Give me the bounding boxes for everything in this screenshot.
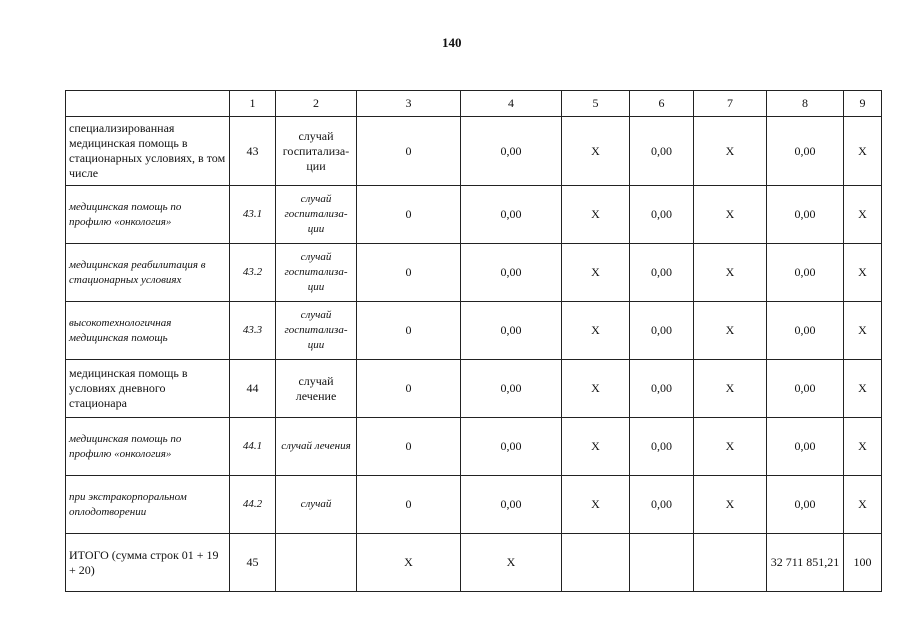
header-cell [66, 91, 230, 117]
row-name: при экстракорпоральном оплодотворении [66, 476, 230, 534]
cell-c8: 0,00 [767, 244, 844, 302]
header-cell: 1 [230, 91, 276, 117]
data-table [65, 90, 882, 592]
table-row [66, 360, 882, 418]
table-row [66, 476, 882, 534]
cell-c7: Х [694, 117, 767, 186]
cell-c5: Х [562, 302, 630, 360]
header-cell: 9 [844, 91, 882, 117]
table-row [66, 244, 882, 302]
row-code: 43.2 [230, 244, 276, 302]
cell-c7: Х [694, 186, 767, 244]
header-cell: 3 [357, 91, 461, 117]
cell-c4: 0,00 [461, 418, 562, 476]
cell-c6: 0,00 [630, 360, 694, 418]
page-number: 140 [442, 35, 462, 50]
cell-c9: Х [844, 476, 882, 534]
header-cell: 5 [562, 91, 630, 117]
row-unit: случай лечения [276, 418, 357, 476]
row-code: 44.1 [230, 418, 276, 476]
cell-c9: Х [844, 418, 882, 476]
cell-c4: 0,00 [461, 244, 562, 302]
cell-c9: Х [844, 360, 882, 418]
cell-c6: 0,00 [630, 186, 694, 244]
row-unit: случай госпитализа-ции [276, 302, 357, 360]
cell-c9: Х [844, 244, 882, 302]
cell-c3: Х [357, 534, 461, 592]
cell-c5: Х [562, 244, 630, 302]
cell-c8: 0,00 [767, 302, 844, 360]
cell-c5: Х [562, 476, 630, 534]
row-code: 43 [230, 117, 276, 186]
row-name: высокотехнологичная медицинская помощь [66, 302, 230, 360]
cell-c8: 0,00 [767, 418, 844, 476]
row-name: медицинская помощь по профилю «онкология» [66, 418, 230, 476]
cell-c9: 100 [844, 534, 882, 592]
row-unit [276, 534, 357, 592]
cell-c3: 0 [357, 418, 461, 476]
header-cell: 2 [276, 91, 357, 117]
cell-c5: Х [562, 186, 630, 244]
row-code: 45 [230, 534, 276, 592]
row-code: 43.3 [230, 302, 276, 360]
cell-c6: 0,00 [630, 117, 694, 186]
cell-c7: Х [694, 302, 767, 360]
cell-c8: 0,00 [767, 360, 844, 418]
table-row [66, 117, 882, 186]
row-name: специализированная медицинская помощь в стационарных условиях, в том числе [66, 117, 230, 186]
cell-c8: 0,00 [767, 186, 844, 244]
cell-c6: 0,00 [630, 244, 694, 302]
row-unit: случай госпитализа-ции [276, 244, 357, 302]
cell-c4: 0,00 [461, 476, 562, 534]
row-code: 43.1 [230, 186, 276, 244]
table-row [66, 302, 882, 360]
cell-c8: 32 711 851,21 [767, 534, 844, 592]
row-name: ИТОГО (сумма строк 01 + 19 + 20) [66, 534, 230, 592]
cell-c4: 0,00 [461, 360, 562, 418]
cell-c4: 0,00 [461, 117, 562, 186]
cell-c8: 0,00 [767, 117, 844, 186]
row-unit: случай госпитализа-ции [276, 117, 357, 186]
cell-c4: Х [461, 534, 562, 592]
cell-c5 [562, 534, 630, 592]
row-code: 44.2 [230, 476, 276, 534]
table-row [66, 418, 882, 476]
cell-c5: Х [562, 117, 630, 186]
cell-c7: Х [694, 360, 767, 418]
cell-c6: 0,00 [630, 302, 694, 360]
row-unit: случай лечение [276, 360, 357, 418]
cell-c3: 0 [357, 360, 461, 418]
row-unit: случай госпитализа-ции [276, 186, 357, 244]
cell-c9: Х [844, 302, 882, 360]
cell-c8: 0,00 [767, 476, 844, 534]
row-name: медицинская реабилитация в стационарных условиях [66, 244, 230, 302]
cell-c6: 0,00 [630, 476, 694, 534]
row-unit: случай [276, 476, 357, 534]
cell-c4: 0,00 [461, 302, 562, 360]
cell-c5: Х [562, 418, 630, 476]
cell-c3: 0 [357, 186, 461, 244]
header-row [66, 91, 882, 117]
cell-c3: 0 [357, 117, 461, 186]
header-cell: 6 [630, 91, 694, 117]
cell-c3: 0 [357, 302, 461, 360]
cell-c7: Х [694, 418, 767, 476]
cell-c6 [630, 534, 694, 592]
row-name: медицинская помощь по профилю «онкология» [66, 186, 230, 244]
header-cell: 4 [461, 91, 562, 117]
cell-c7: Х [694, 244, 767, 302]
cell-c7 [694, 534, 767, 592]
cell-c7: Х [694, 476, 767, 534]
table-row [66, 186, 882, 244]
cell-c6: 0,00 [630, 418, 694, 476]
cell-c3: 0 [357, 244, 461, 302]
cell-c5: Х [562, 360, 630, 418]
cell-c9: Х [844, 117, 882, 186]
total-row [66, 534, 882, 592]
header-cell: 7 [694, 91, 767, 117]
cell-c3: 0 [357, 476, 461, 534]
row-code: 44 [230, 360, 276, 418]
cell-c9: Х [844, 186, 882, 244]
row-name: медицинская помощь в условиях дневного стационара [66, 360, 230, 418]
header-cell: 8 [767, 91, 844, 117]
cell-c4: 0,00 [461, 186, 562, 244]
